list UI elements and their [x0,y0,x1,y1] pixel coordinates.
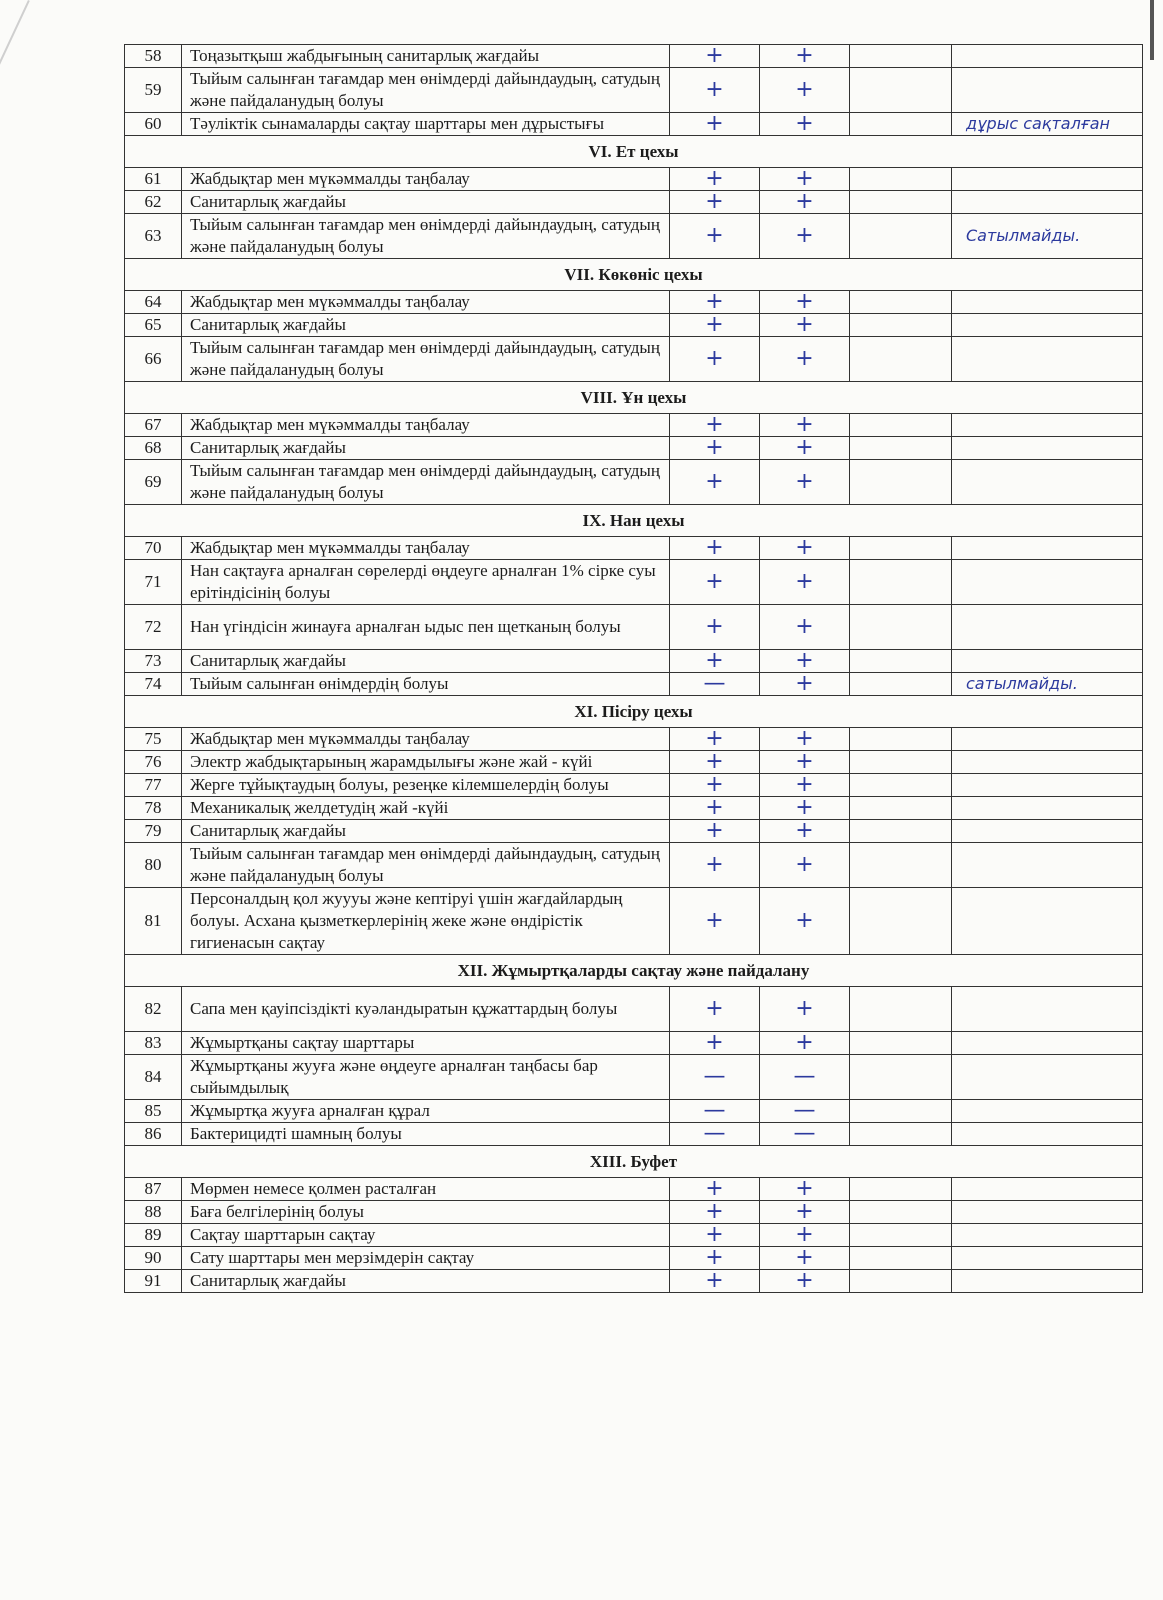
section-title: XIII. Буфет [125,1146,1143,1178]
check-mark-1: + [670,1224,760,1247]
item-number: 58 [125,45,182,68]
empty-cell [850,605,952,650]
item-number: 79 [125,820,182,843]
section-header-row [125,136,1143,168]
empty-cell [850,437,952,460]
check-mark-2: + [760,843,850,888]
check-mark-2: + [760,751,850,774]
section-title: VII. Көкөніс цехы [125,259,1143,291]
check-mark-1: + [670,45,760,68]
item-description: Сақтау шарттарын сақтау [182,1224,670,1247]
section-title: VI. Ет цехы [125,136,1143,168]
handwritten-note [952,1224,1143,1247]
empty-cell [850,1123,952,1146]
check-mark-2: — [760,1100,850,1123]
item-description: Тыйым салынған тағамдар мен өнімдерді дайындаудың, сатудың және пайдаланудың болуы [182,68,670,113]
handwritten-note [952,1178,1143,1201]
item-number: 85 [125,1100,182,1123]
table-row [125,820,1143,843]
check-mark-2: + [760,987,850,1032]
handwritten-note [952,820,1143,843]
item-number: 87 [125,1178,182,1201]
item-number: 78 [125,797,182,820]
table-row [125,68,1143,113]
table-row [125,337,1143,382]
handwritten-note [952,987,1143,1032]
check-mark-2: — [760,1123,850,1146]
empty-cell [850,191,952,214]
check-mark-2: + [760,314,850,337]
table-row [125,560,1143,605]
item-description: Тоңазытқыш жабдығының санитарлық жағдайы [182,45,670,68]
item-number: 91 [125,1270,182,1293]
item-number: 83 [125,1032,182,1055]
item-number: 74 [125,673,182,696]
item-number: 60 [125,113,182,136]
item-number: 72 [125,605,182,650]
check-mark-1: — [670,1100,760,1123]
check-mark-2: + [760,45,850,68]
table-row [125,1100,1143,1123]
section-header-row [125,505,1143,537]
section-title: IX. Нан цехы [125,505,1143,537]
check-mark-1: — [670,673,760,696]
empty-cell [850,728,952,751]
section-header-row [125,382,1143,414]
check-mark-1: + [670,113,760,136]
table-row [125,650,1143,673]
table-row [125,437,1143,460]
item-description: Баға белгілерінің болуы [182,1201,670,1224]
empty-cell [850,45,952,68]
check-mark-2: + [760,68,850,113]
check-mark-1: — [670,1123,760,1146]
item-number: 76 [125,751,182,774]
table-row [125,214,1143,259]
handwritten-note [952,605,1143,650]
handwritten-note [952,1270,1143,1293]
item-description: Санитарлық жағдайы [182,437,670,460]
empty-cell [850,650,952,673]
item-description: Жабдықтар мен мүкәммалды таңбалау [182,728,670,751]
empty-cell [850,987,952,1032]
table-row [125,314,1143,337]
item-description: Тыйым салынған тағамдар мен өнімдерді дайындаудың, сатудың және пайдаланудың болуы [182,460,670,505]
item-number: 61 [125,168,182,191]
item-description: Жұмыртқаны жууға және өңдеуге арналған таңбасы бар сыйымдылық [182,1055,670,1100]
check-mark-2: + [760,774,850,797]
empty-cell [850,1247,952,1270]
handwritten-note [952,797,1143,820]
empty-cell [850,560,952,605]
check-mark-1: + [670,214,760,259]
item-description: Жерге тұйықтаудың болуы, резеңке кілемшелердің болуы [182,774,670,797]
item-number: 64 [125,291,182,314]
section-header-row [125,259,1143,291]
handwritten-note: дұрыс сақталған [952,113,1143,136]
item-description: Санитарлық жағдайы [182,314,670,337]
empty-cell [850,1100,952,1123]
table-row [125,673,1143,696]
item-description: Жабдықтар мен мүкәммалды таңбалау [182,414,670,437]
item-description: Нан сақтауға арналған сөрелерді өңдеуге арналған 1% сірке суы ерітіндісінің болуы [182,560,670,605]
item-number: 81 [125,888,182,955]
empty-cell [850,843,952,888]
table-row [125,751,1143,774]
item-description: Жұмыртқаны сақтау шарттары [182,1032,670,1055]
table-row [125,1201,1143,1224]
item-number: 66 [125,337,182,382]
item-description: Электр жабдықтарының жарамдылығы және жай - күйі [182,751,670,774]
handwritten-note [952,45,1143,68]
empty-cell [850,751,952,774]
handwritten-note [952,168,1143,191]
check-mark-1: + [670,987,760,1032]
table-row [125,605,1143,650]
table-row [125,987,1143,1032]
item-description: Сапа мен қауіпсіздікті куәландыратын құжаттардың болуы [182,987,670,1032]
item-number: 71 [125,560,182,605]
check-mark-2: + [760,1270,850,1293]
check-mark-1: + [670,888,760,955]
item-number: 68 [125,437,182,460]
check-mark-1: + [670,1270,760,1293]
check-mark-1: + [670,68,760,113]
empty-cell [850,673,952,696]
handwritten-note [952,314,1143,337]
handwritten-note [952,1123,1143,1146]
handwritten-note [952,414,1143,437]
check-mark-2: + [760,560,850,605]
empty-cell [850,168,952,191]
item-number: 90 [125,1247,182,1270]
empty-cell [850,1224,952,1247]
check-mark-2: + [760,1032,850,1055]
empty-cell [850,113,952,136]
table-row [125,45,1143,68]
item-description: Санитарлық жағдайы [182,650,670,673]
handwritten-note [952,1201,1143,1224]
check-mark-2: + [760,820,850,843]
table-row [125,1270,1143,1293]
check-mark-2: + [760,460,850,505]
section-title: XI. Пісіру цехы [125,696,1143,728]
check-mark-2: + [760,1201,850,1224]
check-mark-2: + [760,214,850,259]
check-mark-1: + [670,1247,760,1270]
table-row [125,888,1143,955]
check-mark-1: + [670,843,760,888]
section-header-row [125,1146,1143,1178]
empty-cell [850,1032,952,1055]
item-description: Тыйым салынған өнімдердің болуы [182,673,670,696]
table-row [125,460,1143,505]
item-number: 69 [125,460,182,505]
handwritten-note [952,337,1143,382]
item-description: Жабдықтар мен мүкәммалды таңбалау [182,291,670,314]
item-number: 86 [125,1123,182,1146]
item-description: Жұмыртқа жууға арналған құрал [182,1100,670,1123]
item-description: Персоналдың қол жуууы және кептіруі үшін жағдайлардың болуы. Асхана қызметкерлерінің жеке және өндірістік гигиенасын сақтау [182,888,670,955]
check-mark-1: + [670,1178,760,1201]
check-mark-1: + [670,314,760,337]
item-number: 73 [125,650,182,673]
table-row [125,1123,1143,1146]
handwritten-note [952,1247,1143,1270]
check-mark-1: + [670,560,760,605]
item-number: 67 [125,414,182,437]
table-row [125,291,1143,314]
check-mark-1: + [670,191,760,214]
check-mark-2: + [760,1178,850,1201]
handwritten-note [952,191,1143,214]
check-mark-2: + [760,797,850,820]
empty-cell [850,1201,952,1224]
check-mark-1: + [670,605,760,650]
item-description: Сату шарттары мен мерзімдерін сақтау [182,1247,670,1270]
empty-cell [850,537,952,560]
table-row [125,537,1143,560]
item-description: Жабдықтар мен мүкәммалды таңбалау [182,537,670,560]
item-description: Санитарлық жағдайы [182,191,670,214]
table-row [125,168,1143,191]
check-mark-2: + [760,113,850,136]
handwritten-note [952,560,1143,605]
handwritten-note: Сатылмайды. [952,214,1143,259]
table-row [125,1032,1143,1055]
handwritten-note [952,728,1143,751]
item-number: 80 [125,843,182,888]
item-description: Тыйым салынған тағамдар мен өнімдерді дайындаудың, сатудың және пайдаланудың болуы [182,843,670,888]
empty-cell [850,1270,952,1293]
item-description: Жабдықтар мен мүкәммалды таңбалау [182,168,670,191]
handwritten-note [952,774,1143,797]
section-title: XII. Жұмыртқаларды сақтау және пайдалану [125,955,1143,987]
check-mark-1: — [670,1055,760,1100]
handwritten-note [952,437,1143,460]
check-mark-1: + [670,337,760,382]
check-mark-1: + [670,1201,760,1224]
table-row [125,843,1143,888]
empty-cell [850,774,952,797]
check-mark-2: + [760,291,850,314]
table-row [125,1247,1143,1270]
table-row [125,774,1143,797]
empty-cell [850,1055,952,1100]
table-row [125,113,1143,136]
item-number: 77 [125,774,182,797]
handwritten-note [952,537,1143,560]
item-number: 89 [125,1224,182,1247]
empty-cell [850,214,952,259]
section-header-row [125,696,1143,728]
item-number: 63 [125,214,182,259]
handwritten-note [952,1032,1143,1055]
item-description: Нан үгіндісін жинауға арналған ыдыс пен щетканың болуы [182,605,670,650]
handwritten-note [952,1100,1143,1123]
empty-cell [850,888,952,955]
check-mark-1: + [670,728,760,751]
handwritten-note [952,650,1143,673]
empty-cell [850,68,952,113]
check-mark-2: + [760,168,850,191]
scan-margin-line [0,0,30,309]
item-description: Бактерицидті шамның болуы [182,1123,670,1146]
item-number: 70 [125,537,182,560]
check-mark-1: + [670,650,760,673]
scan-edge-mark [1150,0,1154,60]
check-mark-2: + [760,437,850,460]
check-mark-2: + [760,1247,850,1270]
handwritten-note [952,68,1143,113]
handwritten-note: сатылмайды. [952,673,1143,696]
check-mark-1: + [670,537,760,560]
empty-cell [850,460,952,505]
item-number: 65 [125,314,182,337]
handwritten-note [952,1055,1143,1100]
item-description: Санитарлық жағдайы [182,820,670,843]
item-number: 75 [125,728,182,751]
check-mark-2: + [760,728,850,751]
item-description: Санитарлық жағдайы [182,1270,670,1293]
check-mark-1: + [670,774,760,797]
check-mark-2: + [760,414,850,437]
section-header-row [125,955,1143,987]
check-mark-2: + [760,650,850,673]
item-number: 62 [125,191,182,214]
check-mark-2: + [760,337,850,382]
item-number: 84 [125,1055,182,1100]
item-number: 88 [125,1201,182,1224]
item-description: Тыйым салынған тағамдар мен өнімдерді дайындаудың, сатудың және пайдаланудың болуы [182,337,670,382]
empty-cell [850,314,952,337]
check-mark-2: + [760,537,850,560]
check-mark-2: + [760,1224,850,1247]
empty-cell [850,1178,952,1201]
checklist-table [124,44,1143,1293]
section-title: VIII. Ұн цехы [125,382,1143,414]
table-row [125,414,1143,437]
table-row [125,728,1143,751]
check-mark-2: + [760,888,850,955]
check-mark-1: + [670,437,760,460]
handwritten-note [952,751,1143,774]
table-row [125,1055,1143,1100]
check-mark-1: + [670,751,760,774]
check-mark-1: + [670,460,760,505]
check-mark-2: + [760,673,850,696]
handwritten-note [952,843,1143,888]
empty-cell [850,414,952,437]
check-mark-2: + [760,605,850,650]
item-number: 82 [125,987,182,1032]
item-description: Тәуліктік сынамаларды сақтау шарттары мен дұрыстығы [182,113,670,136]
check-mark-1: + [670,820,760,843]
table-row [125,191,1143,214]
check-mark-2: + [760,191,850,214]
item-description: Мөрмен немесе қолмен расталған [182,1178,670,1201]
item-description: Механикалық желдетудің жай -күйі [182,797,670,820]
check-mark-1: + [670,414,760,437]
handwritten-note [952,460,1143,505]
handwritten-note [952,291,1143,314]
check-mark-1: + [670,1032,760,1055]
empty-cell [850,337,952,382]
check-mark-2: — [760,1055,850,1100]
empty-cell [850,797,952,820]
table-row [125,797,1143,820]
handwritten-note [952,888,1143,955]
check-mark-1: + [670,168,760,191]
empty-cell [850,820,952,843]
check-mark-1: + [670,797,760,820]
inspection-checklist-page [124,44,1142,1293]
check-mark-1: + [670,291,760,314]
table-row [125,1178,1143,1201]
item-description: Тыйым салынған тағамдар мен өнімдерді дайындаудың, сатудың және пайдаланудың болуы [182,214,670,259]
empty-cell [850,291,952,314]
table-row [125,1224,1143,1247]
item-number: 59 [125,68,182,113]
